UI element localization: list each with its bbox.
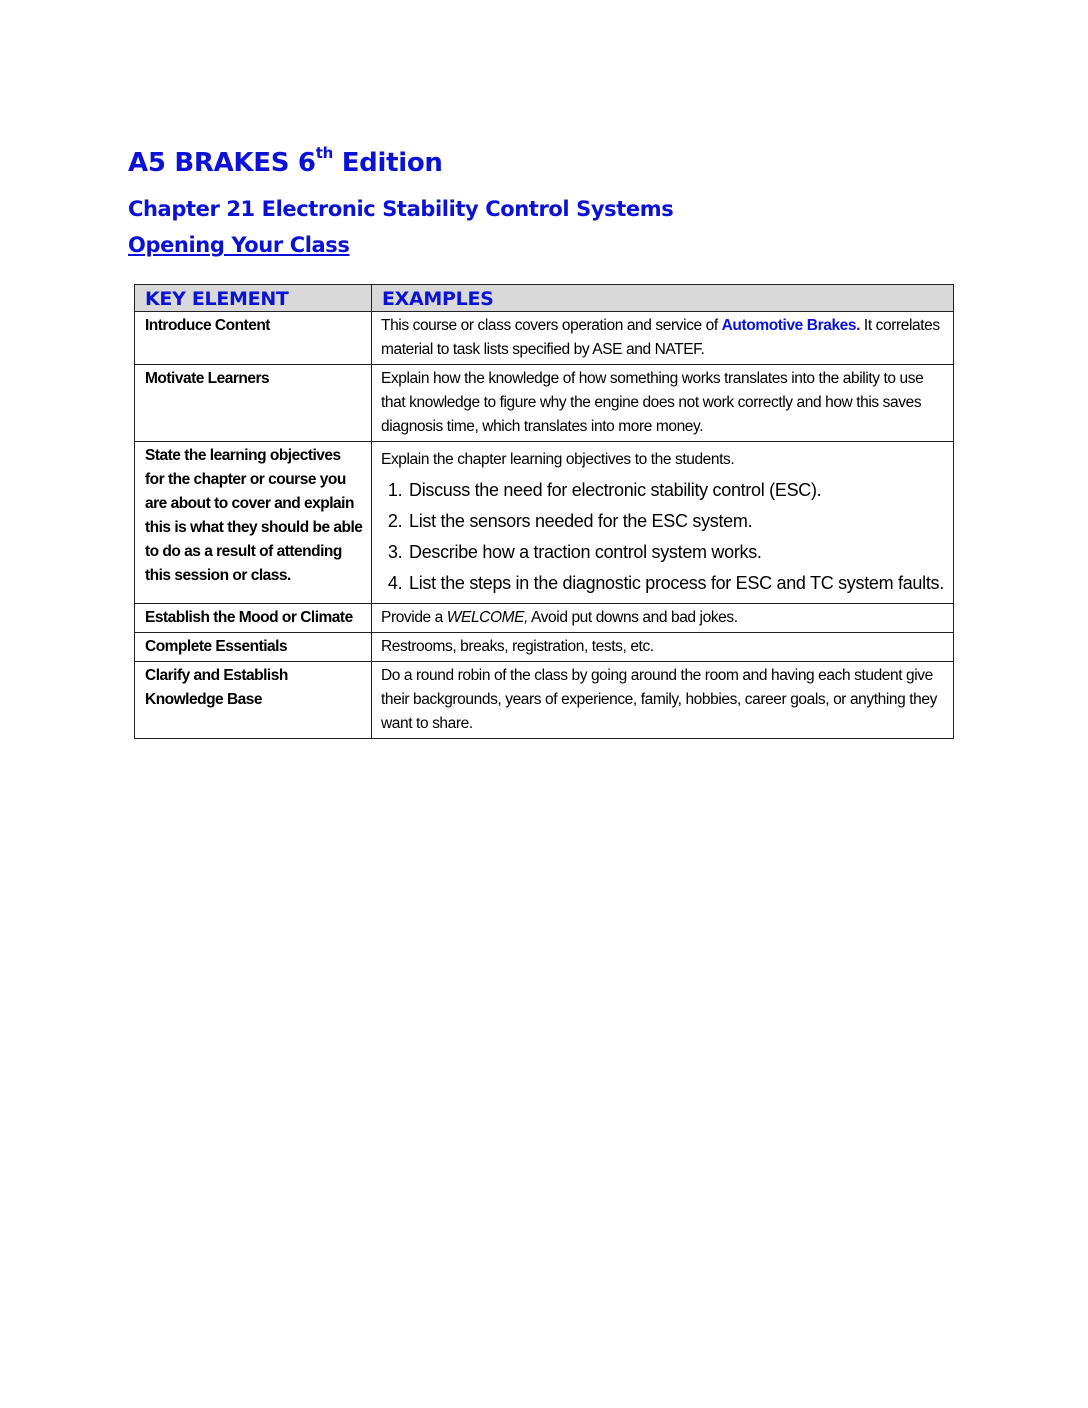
document-title (128, 144, 443, 178)
example-text: It correlates material to task lists specified by ASE and NATEF. (381, 317, 940, 358)
example-cell: Do a round robin of the class by going around the room and having each student give their backgrounds, years of experience, family, hobbies, career goals, or anything they want to share. (372, 662, 954, 739)
key-cell: State the learning objectives for the chapter or course you are about to cover and explain this is what they should be able to do as a result of attending this session or class. (135, 442, 372, 604)
example-cell (372, 442, 954, 604)
header-key-element: KEY ELEMENT (135, 285, 372, 312)
table-row (135, 662, 954, 739)
example-text: This course or class covers operation and service of (381, 317, 722, 334)
objective-item: 1. Discuss the need for electronic stability control (ESC). (407, 475, 945, 506)
example-cell: Explain how the knowledge of how something works translates into the ability to use that knowledge to figure why the engine does not work correctly and how this saves diagnosis time, which translates into more money. (372, 365, 954, 442)
key-elements-table (134, 284, 954, 739)
example-cell (372, 604, 954, 633)
table-row (135, 365, 954, 442)
header-examples: EXAMPLES (372, 285, 954, 312)
key-cell: Establish the Mood or Climate (135, 604, 372, 633)
example-highlight: Automotive Brakes. (721, 317, 861, 334)
table-header-row (135, 285, 954, 312)
objective-item: 3. Describe how a traction control system works. (407, 537, 945, 568)
key-cell: Clarify and Establish Knowledge Base (135, 662, 372, 739)
example-cell (372, 312, 954, 365)
example-italic: WELCOME, (446, 609, 528, 626)
chapter-subtitle: Chapter 21 Electronic Stability Control Systems (128, 197, 674, 221)
example-text: Provide a (381, 609, 447, 626)
section-heading: Opening Your Class (128, 233, 350, 257)
table-row (135, 312, 954, 365)
title-tail: Edition (332, 148, 443, 178)
title-main: A5 BRAKES 6 (128, 148, 316, 178)
example-text: Avoid put downs and bad jokes. (528, 609, 738, 626)
key-cell: Introduce Content (135, 312, 372, 365)
table-row (135, 633, 954, 662)
objectives-intro: Explain the chapter learning objectives to the students. (381, 451, 735, 468)
table-row (135, 604, 954, 633)
key-cell: Motivate Learners (135, 365, 372, 442)
key-cell: Complete Essentials (135, 633, 372, 662)
objective-item: 2. List the sensors needed for the ESC system. (407, 506, 945, 537)
objectives-list (381, 475, 945, 599)
table-row (135, 442, 954, 604)
example-cell: Restrooms, breaks, registration, tests, etc. (372, 633, 954, 662)
title-superscript: th (315, 144, 333, 162)
objective-item: 4. List the steps in the diagnostic process for ESC and TC system faults. (407, 568, 945, 599)
